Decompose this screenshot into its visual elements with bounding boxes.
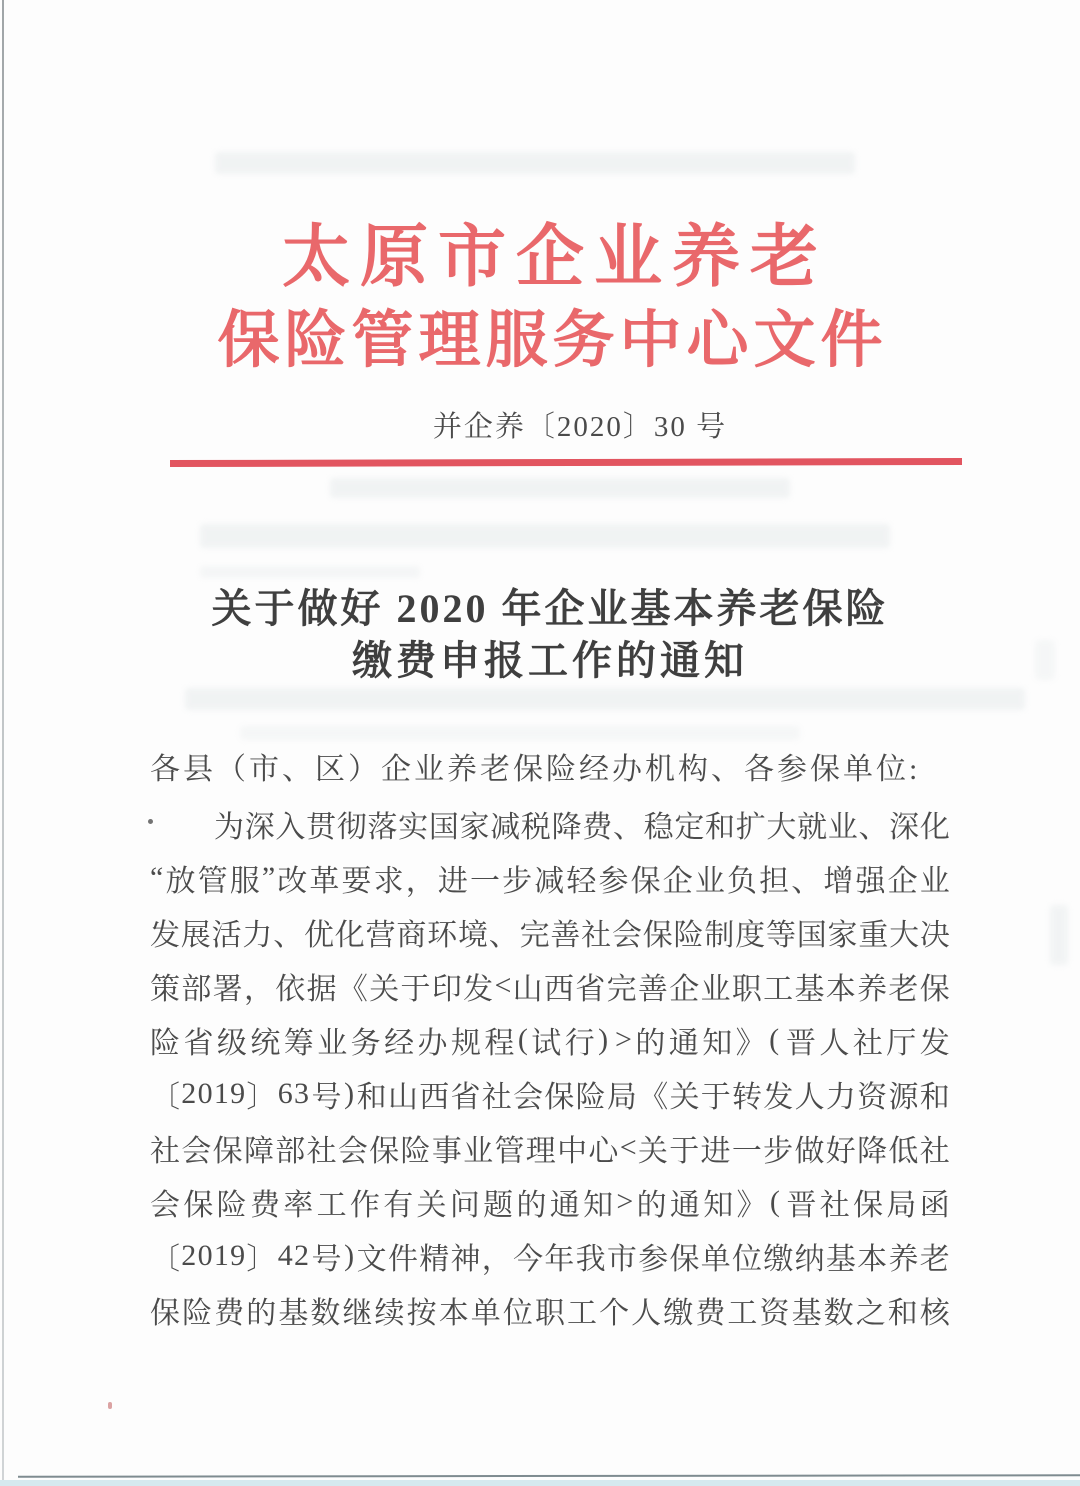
body-line: 〔 2 0 1 9 〕 4 2 号 ) 文 件 精 神 ， 今 年 我 市 参 保 单 位 缴 纳 基 本 养 老	[150, 1239, 950, 1276]
org-name-line2: 保险管理服务中心文件	[217, 307, 888, 375]
scan-bottom-strip	[0, 1480, 1080, 1486]
bleedthrough-artifact	[215, 152, 855, 174]
scan-bottom-edge	[18, 1474, 1080, 1477]
document-title	[140, 583, 960, 687]
salutation-line: 各县（市、区）企业养老保险经办机构、各参保单位:	[150, 753, 921, 786]
red-divider-rule	[170, 458, 962, 467]
body-line: 保 险 费 的 基 数 继 续 按 本 单 位 职 工 个 人 缴 费 工 资 基 数 之 和 核	[150, 1297, 950, 1330]
bleedthrough-artifact	[1050, 905, 1068, 965]
ink-speck	[148, 819, 153, 824]
org-name-line1: 太原市企业养老	[281, 219, 828, 295]
body-line: 〔 2 0 1 9 〕 6 3 号 ) 和 山 西 省 社 会 保 险 局 《 关 于 转 发 人 力 资 源 和	[150, 1077, 950, 1114]
body-line: 策 部 署 ， 依 据 《 关 于 印 发 < 山 西 省 完 善 企 业 职 工 基 本 养 老 保	[150, 969, 950, 1006]
body-line: 发 展 活 力 、 优 化 营 商 环 境 、 完 善 社 会 保 险 制 度 等 国 家 重 大 决	[150, 919, 950, 952]
body-line: 会 保 险 费 率 工 作 有 关 问 题 的 通 知 > 的 通 知 》 ( 晋 社 保 局 函	[150, 1185, 950, 1222]
bleedthrough-artifact	[200, 566, 420, 578]
title-line2: 缴费申报工作的通知	[352, 638, 748, 683]
body-line: 为 深 入 贯 彻 落 实 国 家 减 税 降 费 、 稳 定 和 扩 大 就 业 、 深 化	[214, 811, 950, 844]
document-body	[150, 743, 950, 1337]
letterhead	[150, 212, 950, 380]
scan-left-edge	[2, 0, 4, 1486]
body-line: “ 放 管 服 ” 改 革 要 求 ， 进 一 步 减 轻 参 保 企 业 负 担 、 增 强 企 业	[150, 861, 950, 898]
ink-speck	[108, 1402, 112, 1409]
title-line1: 关于做好 2020 年企业基本养老保险	[211, 586, 889, 631]
bleedthrough-artifact	[185, 688, 1025, 710]
body-line: 险 省 级 统 筹 业 务 经 办 规 程 ( 试 行 ) > 的 通 知 》 ( 晋 人 社 厅 发	[150, 1023, 950, 1060]
doc-number: 并企养〔2020〕30 号	[432, 411, 728, 443]
bleedthrough-artifact	[1035, 640, 1055, 680]
bleedthrough-artifact	[330, 478, 790, 498]
body-line: 社 会 保 障 部 社 会 保 险 事 业 管 理 中 心 < 关 于 进 一 步 做 好 降 低 社	[150, 1131, 950, 1168]
bleedthrough-artifact	[240, 726, 800, 740]
bleedthrough-artifact	[200, 524, 890, 548]
